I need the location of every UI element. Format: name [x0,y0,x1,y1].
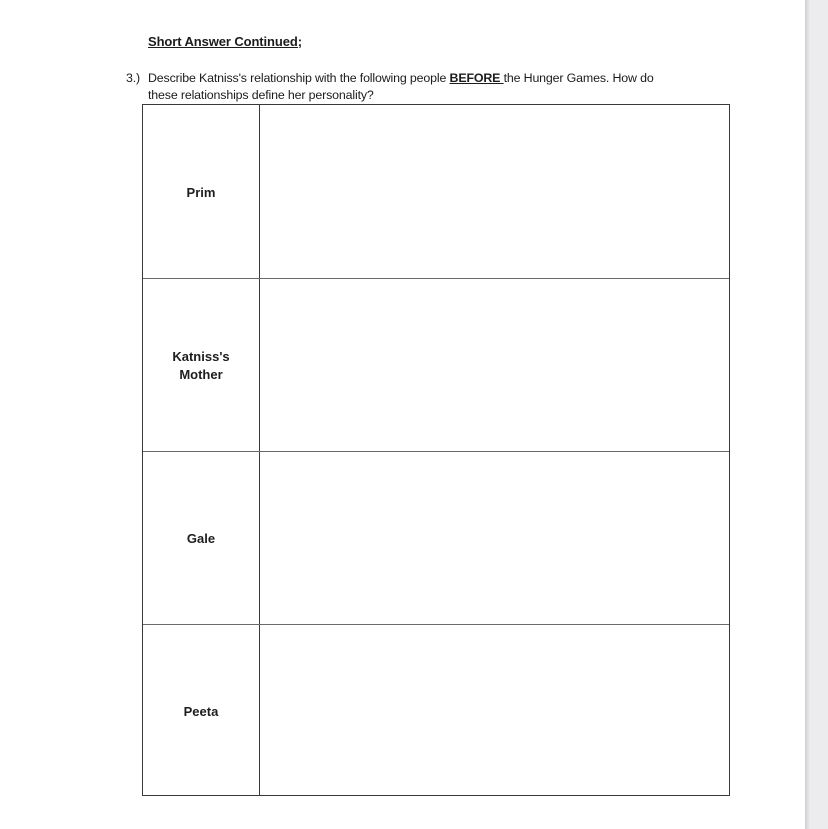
answer-cell-mother[interactable] [261,280,729,450]
table-row-divider [143,278,729,279]
section-heading: Short Answer Continued; [148,34,302,49]
table-row-divider [143,624,729,625]
row-label-gale: Gale [186,531,216,546]
question-number: 3.) [126,71,141,85]
relationship-table [142,104,730,796]
answer-cell-gale[interactable] [261,453,729,623]
row-label-mother [143,348,259,384]
question-emphasis: BEFORE [449,71,504,85]
viewer-gutter [809,0,828,829]
question-text-after: the Hunger Games. How do [503,71,654,85]
table-row-divider [143,451,729,452]
row-label-mother-line1: Katniss's [172,349,230,364]
row-label-peeta: Peeta [183,704,219,719]
question-line-2: these relationships define her personality? [148,88,374,102]
answer-cell-prim[interactable] [261,107,729,277]
row-label-prim: Prim [186,185,216,200]
answer-cell-peeta[interactable] [261,626,729,794]
question-text-before: Describe Katniss's relationship with the following people [148,71,450,85]
row-label-mother-line2: Mother [179,367,223,382]
question-3 [126,70,726,104]
